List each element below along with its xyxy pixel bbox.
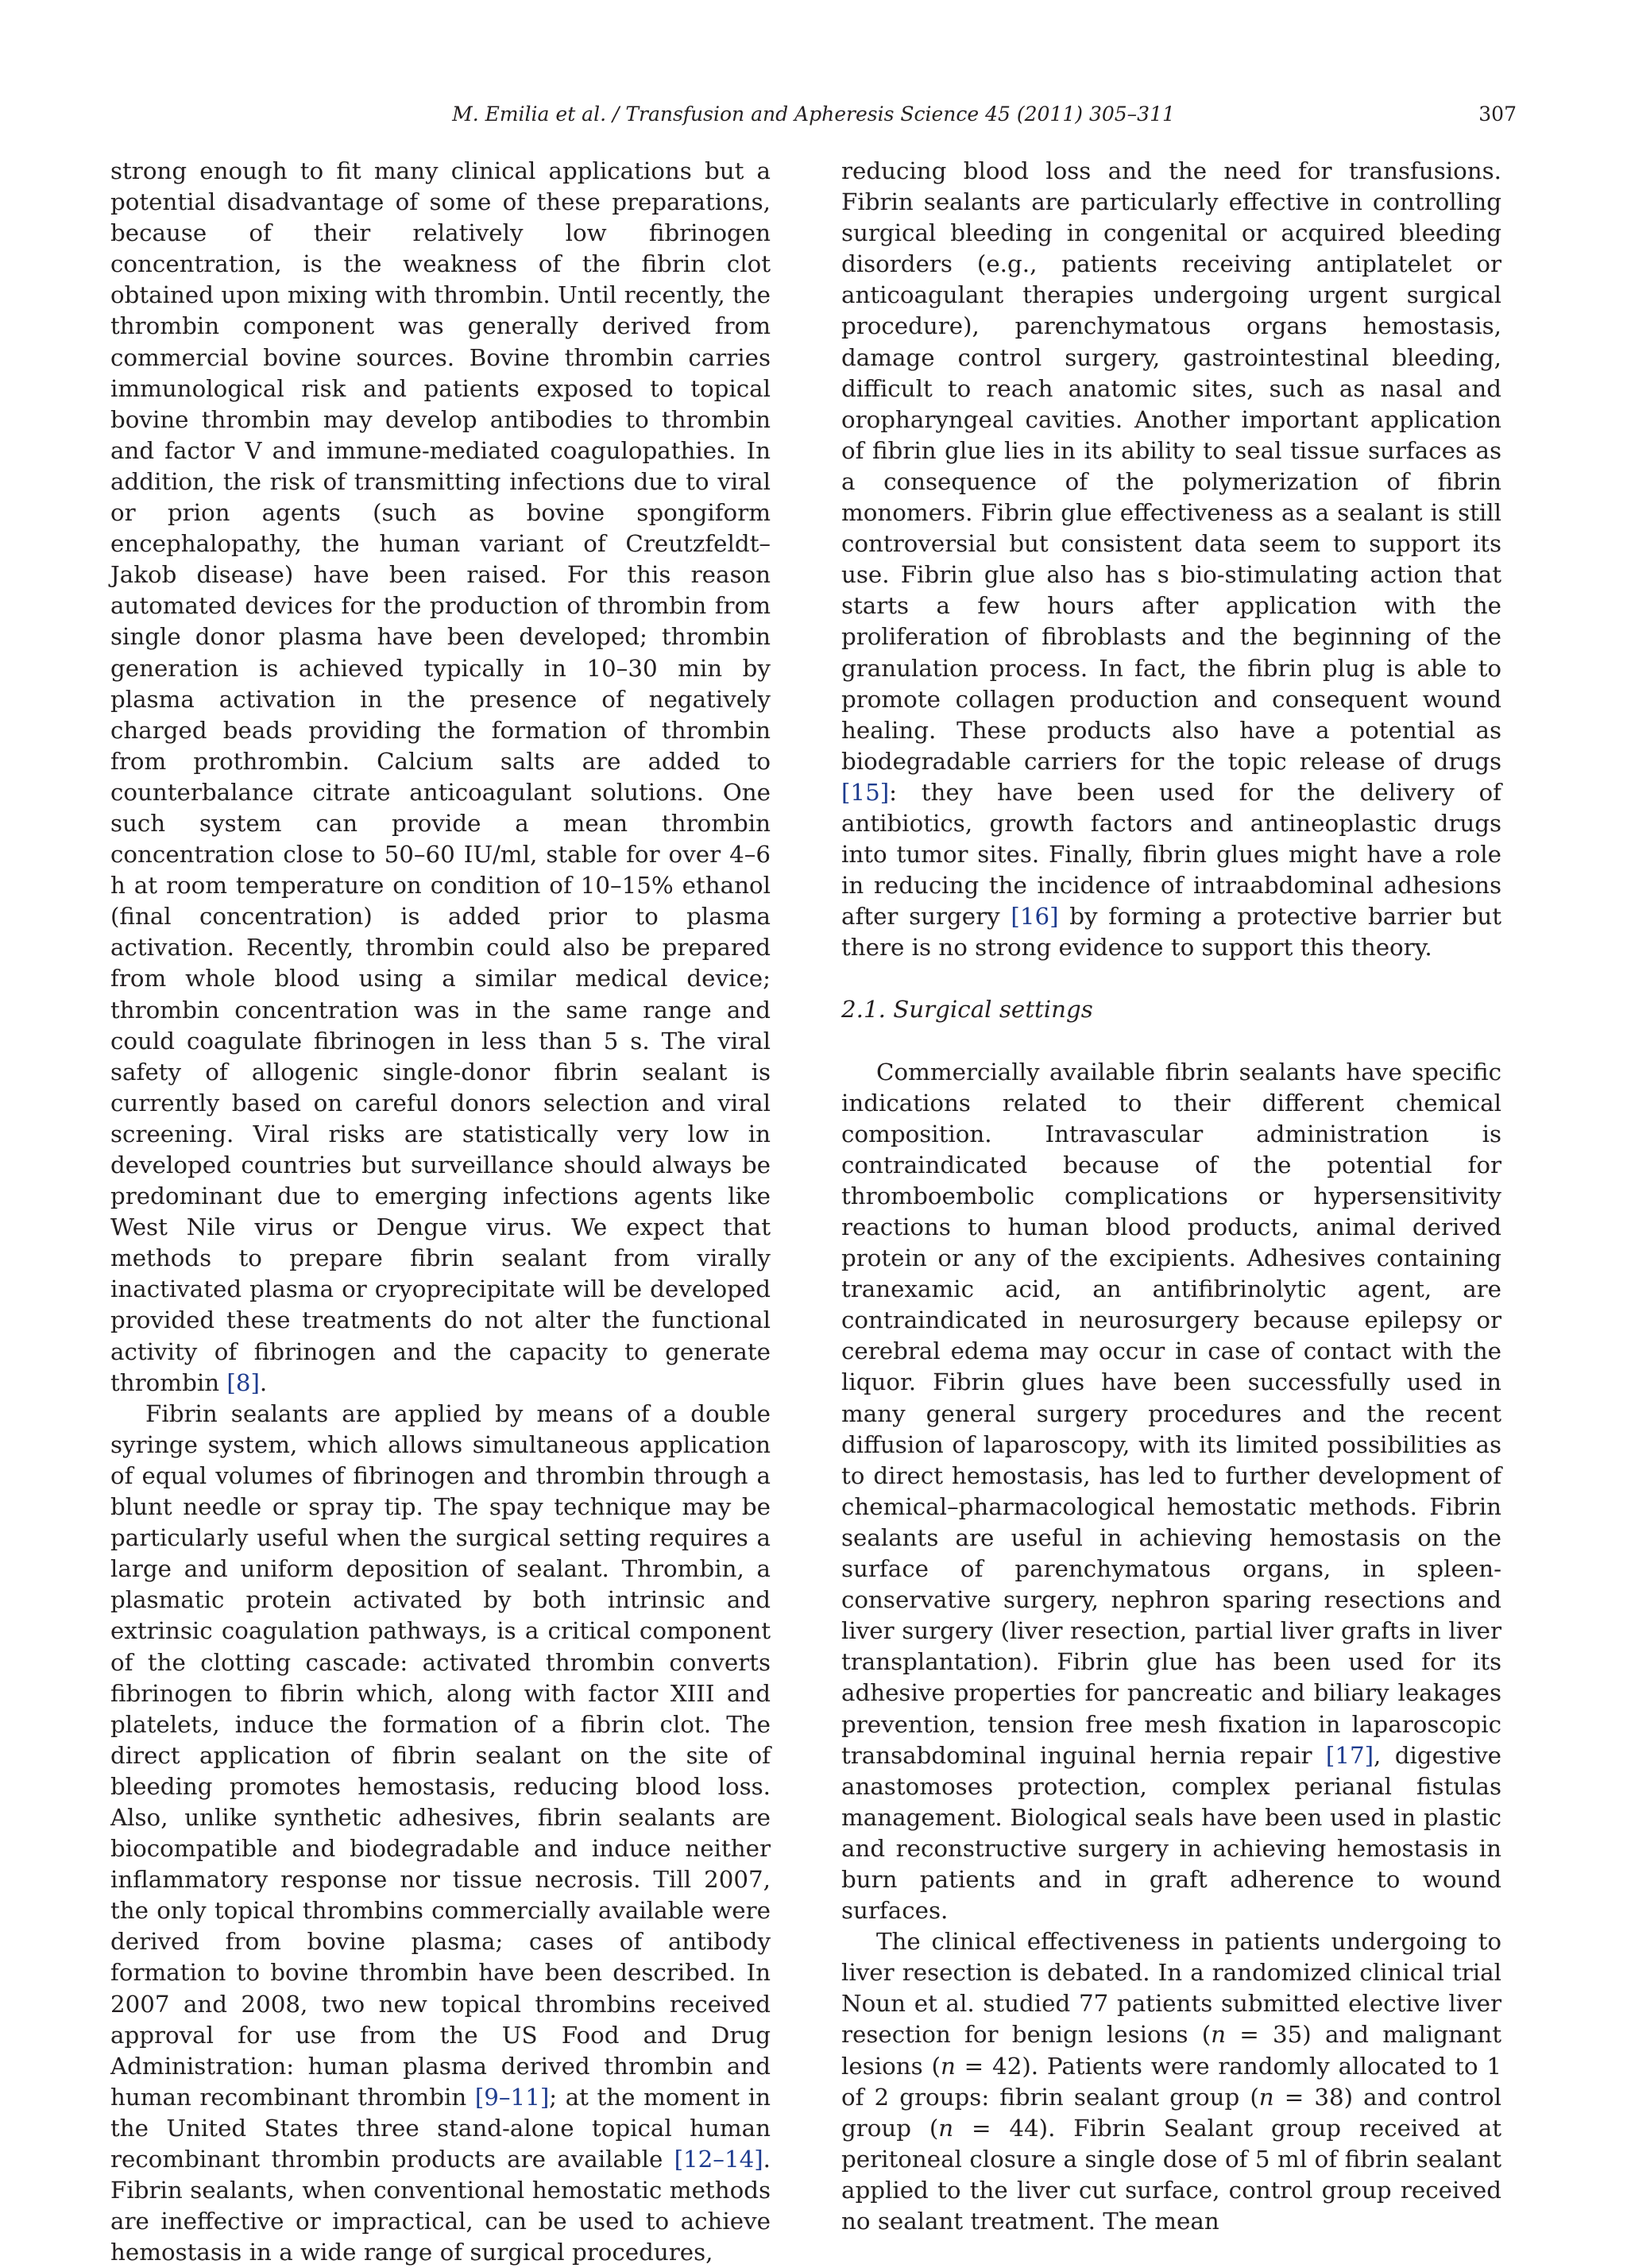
left-column [110, 156, 771, 2268]
paragraph-text: strong enough to fit many clinical applications but a potential disadvantage of some of these preparations, because of their relatively low fibrinogen concentration, is the weakness of the fibrin clot obtained upon mixing with thrombin. Until recently, the thrombin component was generally derived from commercial bovine sources. Bovine thrombin carries immunological risk and patients exposed to topical bovine thrombin may develop antibodies to thrombin and factor V and immune-mediated coagulopathies. In addition, the risk of transmitting infections due to viral or prion agents (such as bovine spongiform encephalopathy, the human variant of Creutzfeldt–Jakob disease) have been raised. For this reason automated devices for the production of thrombin from single donor plasma have been developed; thrombin generation is achieved typically in 10–30 min by plasma activation in the presence of negatively charged beads providing the formation of thrombin from prothrombin. Calcium salts are added to counterbalance citrate anticoagulant solutions. One such system can provide a mean thrombin concentration close to 50–60 IU/ml, stable for over 4–6 h at room temperature on condition of 10–15% ethanol (final concentration) is added prior to plasma activation. Recently, thrombin could also be prepared from whole blood using a similar medical device; thrombin concentration was in the same range and could coagulate fibrinogen in less than 5 s. The viral safety of allogenic single-donor fibrin sealant is currently based on careful donors selection and viral screening. Viral risks are statistically very low in developed countries but surveillance should always be predominant due to emerging infections agents like West Nile virus or Dengue virus. We expect that methods to prepare fibrin sealant from virally inactivated plasma or cryoprecipitate will be developed provided these treatments do not alter the functional activity of fibrinogen and the capacity to generate thrombin [110, 157, 771, 1396]
citation-link-16[interactable]: [16] [1011, 903, 1059, 931]
paragraph-text: ; at the moment in the United States three stand-alone topical human recombinant thrombin products are available [110, 2083, 771, 2173]
running-header [110, 97, 1517, 132]
italic-n: n [940, 2052, 956, 2080]
right-column [841, 156, 1501, 2237]
section-heading: 2.1. Surgical settings [841, 996, 1093, 1024]
paragraph-clinical-effectiveness [841, 1926, 1501, 2237]
paragraph-text: = 44). Fibrin Sealant group received at peritoneal closure a single dose of 5 ml of fibrin sealant applied to the liver cut surface, control group received no sealant treatment. The mean [841, 2114, 1502, 2235]
paragraph-text: Fibrin sealants are applied by means of a double syringe system, which allows simultaneous application of equal volumes of fibrinogen and thrombin through a blunt needle or spray tip. The spay technique may be particularly useful when the surgical setting requires a large and uniform deposition of sealant. Thrombin, a plasmatic protein activated by both intrinsic and extrinsic coagulation pathways, is a critical component of the clotting cascade: activated thrombin converts fibrinogen to fibrin which, along with factor XIII and platelets, induce the formation of a fibrin clot. The direct application of fibrin sealant on the site of bleeding promotes hemostasis, reducing blood loss. Also, unlike synthetic adhesives, fibrin sealants are biocompatible and biodegradable and induce neither inflammatory response nor tissue necrosis. Till 2007, the only topical thrombins commercially available were derived from bovine plasma; cases of antibody formation to bovine thrombin have been described. In 2007 and 2008, two new topical thrombins received approval for use from the US Food and Drug Administration: human plasma derived thrombin and human recombinant thrombin [110, 1399, 771, 2111]
paragraph-text: reducing blood loss and the need for transfusions. Fibrin sealants are particularly effective in controlling surgical bleeding in congenital or acquired bleeding disorders (e.g., patients receiving antiplatelet or anticoagulant therapies undergoing urgent surgical procedure), parenchymatous organs hemostasis, damage control surgery, gastrointestinal bleeding, difficult to reach anatomic sites, such as nasal and oropharyngeal cavities. Another important application of fibrin glue lies in its ability to seal tissue surfaces as a consequence of the polymerization of fibrin monomers. Fibrin glue effectiveness as a sealant is still controversial but consistent data seem to support its use. Fibrin glue also has s bio-stimulating action that starts a few hours after application with the proliferation of fibroblasts and the beginning of the granulation process. In fact, the fibrin plug is able to promote collagen production and consequent wound healing. These products also have a potential as biodegradable carriers for the topic release of drugs [841, 157, 1501, 775]
paragraph-text: : they have been used for the delivery of antibiotics, growth factors and antineoplastic drugs into tumor sites. Finally, fibrin glues might have a role in reducing the incidence of intraabdominal adhesions after surgery [841, 778, 1501, 931]
paragraph-continuation [110, 156, 771, 1399]
paragraph-text: , digestive anastomoses protection, complex perianal fistulas management. Biological seals have been used in plastic and reconstructive surgery in achieving hemostasis in burn patients and in graft adherence to wound surfaces. [841, 1741, 1501, 1925]
citation-link-8[interactable]: [8] [226, 1368, 260, 1396]
paragraph-text: Commercially available fibrin sealants have specific indications related to their different chemical composition. Intravascular administration is contraindicated because of the potential for thromboembolic complications or hypersensitivity reactions to human blood products, animal derived protein or any of the excipients. Adhesives containing tranexamic acid, an antifibrinolytic agent, are contraindicated in neurosurgery because epilepsy or cerebral edema may occur in case of contact with the liquor. Fibrin glues have been successfully used in many general surgery procedures and the recent diffusion of laparoscopy, with its limited possibilities as to direct hemostasis, has led to further development of chemical–pharmacological hemostatic methods. Fibrin sealants are useful in achieving hemostasis on the surface of parenchymatous organs, in spleen-conservative surgery, nephron sparing resections and liver surgery (liver resection, partial liver grafts in liver transplantation). Fibrin glue has been used for its adhesive properties for pancreatic and biliary leakages prevention, tension free mesh fixation in laparoscopic transabdominal inguinal hernia repair [841, 1058, 1501, 1769]
running-title: M. Emilia et al. / Transfusion and Apheresis Science 45 (2011) 305–311 [452, 103, 1175, 126]
paragraph-surgical-settings [841, 1057, 1501, 1927]
paragraph-text: . Fibrin sealants, when conventional hemostatic methods are ineffective or impractical, can be used to achieve hemostasis in a wide range of surgical procedures, [110, 2146, 771, 2266]
italic-n: n [938, 2114, 954, 2142]
paragraph-text: = 42). Patients were randomly allocated to 1 of 2 groups: fibrin sealant group ( [841, 2052, 1501, 2111]
citation-link-15[interactable]: [15] [841, 778, 890, 806]
citation-link-17[interactable]: [17] [1325, 1741, 1374, 1769]
paragraph-text: by forming a protective barrier but there is no strong evidence to support this theory. [841, 903, 1501, 962]
paragraph-continuation [841, 156, 1501, 963]
citation-link-9-11[interactable]: [9–11] [474, 2083, 550, 2111]
paragraph-fibrin-application [110, 1399, 771, 2268]
paragraph-text: The clinical effectiveness in patients undergoing to liver resection is debated. In a randomized clinical trial Noun et al. studied 77 patients submitted elective liver resection for benign lesions ( [841, 1928, 1501, 2049]
paragraph-text: = 38) and control group ( [841, 2083, 1502, 2142]
italic-n: n [1211, 2021, 1227, 2049]
paragraph-text: = 35) and malignant lesions ( [841, 2021, 1501, 2080]
page-number: 307 [1478, 103, 1517, 126]
citation-link-12-14[interactable]: [12–14] [674, 2146, 763, 2173]
paragraph-text: . [259, 1368, 268, 1396]
italic-n: n [1258, 2083, 1274, 2111]
